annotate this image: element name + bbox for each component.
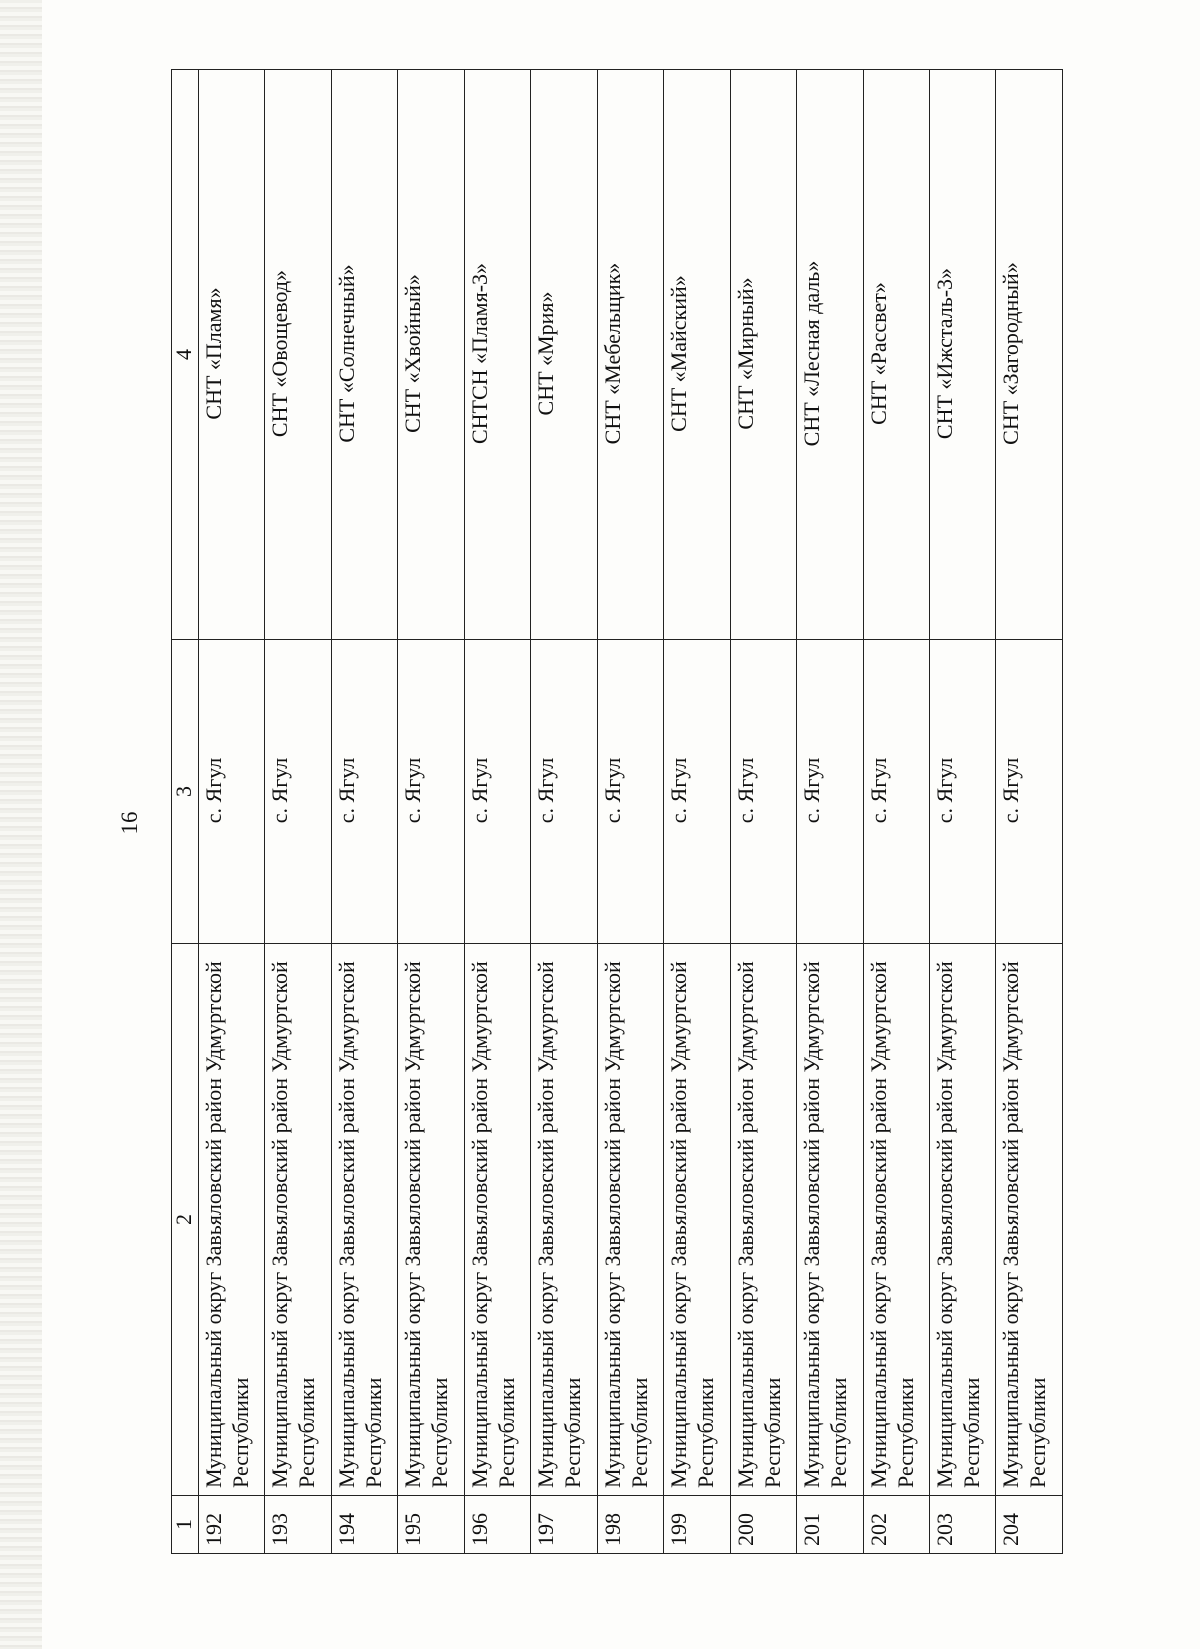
- municipality-cell: Муниципальный округ Завьяловский район Удмуртской Республики: [531, 944, 597, 1496]
- settlements-table: [171, 69, 1063, 1554]
- row-number: 201: [797, 1496, 863, 1554]
- organization-cell: СНТ «Мрия»: [531, 70, 597, 640]
- locality-cell: с. Ягул: [597, 640, 663, 944]
- municipality-cell: Муниципальный округ Завьяловский район Удмуртской Республики: [398, 944, 464, 1496]
- row-number: 203: [929, 1496, 995, 1554]
- table-row: [730, 70, 796, 1554]
- row-number: 204: [996, 1496, 1063, 1554]
- table-row: [199, 70, 265, 1554]
- organization-cell: СНТ «Мирный»: [730, 70, 796, 640]
- locality-cell: с. Ягул: [331, 640, 397, 944]
- locality-cell: с. Ягул: [929, 640, 995, 944]
- municipality-cell: Муниципальный округ Завьяловский район Удмуртской Республики: [797, 944, 863, 1496]
- table-row: [464, 70, 530, 1554]
- table-row: [996, 70, 1063, 1554]
- municipality-cell: Муниципальный округ Завьяловский район Удмуртской Республики: [199, 944, 265, 1496]
- organization-cell: СНТ «Лесная даль»: [797, 70, 863, 640]
- header-cell-4: 4: [172, 70, 199, 640]
- organization-cell: СНТ «Пламя»: [199, 70, 265, 640]
- organization-cell: СНТ «Ижсталь-3»: [929, 70, 995, 640]
- municipality-cell: Муниципальный округ Завьяловский район Удмуртской Республики: [664, 944, 730, 1496]
- table-header-row: [172, 70, 199, 1554]
- municipality-cell: Муниципальный округ Завьяловский район Удмуртской Республики: [464, 944, 530, 1496]
- row-number: 193: [265, 1496, 331, 1554]
- table-row: [664, 70, 730, 1554]
- organization-cell: СНТ «Овощевод»: [265, 70, 331, 640]
- table-row: [929, 70, 995, 1554]
- organization-cell: СНТ «Загородный»: [996, 70, 1063, 640]
- municipality-cell: Муниципальный округ Завьяловский район Удмуртской Республики: [730, 944, 796, 1496]
- row-number: 199: [664, 1496, 730, 1554]
- row-number: 192: [199, 1496, 265, 1554]
- municipality-cell: Муниципальный округ Завьяловский район Удмуртской Республики: [996, 944, 1063, 1496]
- locality-cell: с. Ягул: [464, 640, 530, 944]
- locality-cell: с. Ягул: [664, 640, 730, 944]
- municipality-cell: Муниципальный округ Завьяловский район Удмуртской Республики: [265, 944, 331, 1496]
- locality-cell: с. Ягул: [730, 640, 796, 944]
- row-number: 196: [464, 1496, 530, 1554]
- row-number: 194: [331, 1496, 397, 1554]
- locality-cell: с. Ягул: [398, 640, 464, 944]
- row-number: 202: [863, 1496, 929, 1554]
- organization-cell: СНТ «Солнечный»: [331, 70, 397, 640]
- table-row: [597, 70, 663, 1554]
- organization-cell: СНТ «Мебельщик»: [597, 70, 663, 640]
- table-row: [531, 70, 597, 1554]
- row-number: 198: [597, 1496, 663, 1554]
- locality-cell: с. Ягул: [531, 640, 597, 944]
- header-cell-3: 3: [172, 640, 199, 944]
- locality-cell: с. Ягул: [996, 640, 1063, 944]
- header-cell-2: 2: [172, 944, 199, 1496]
- table-row: [265, 70, 331, 1554]
- table-row: [331, 70, 397, 1554]
- row-number: 200: [730, 1496, 796, 1554]
- locality-cell: с. Ягул: [199, 640, 265, 944]
- header-cell-1: 1: [172, 1496, 199, 1554]
- municipality-cell: Муниципальный округ Завьяловский район Удмуртской Республики: [863, 944, 929, 1496]
- organization-cell: СНТСН «Пламя-3»: [464, 70, 530, 640]
- municipality-cell: Муниципальный округ Завьяловский район Удмуртской Республики: [331, 944, 397, 1496]
- municipality-cell: Муниципальный округ Завьяловский район Удмуртской Республики: [929, 944, 995, 1496]
- table-row: [863, 70, 929, 1554]
- row-number: 197: [531, 1496, 597, 1554]
- table-row: [797, 70, 863, 1554]
- organization-cell: СНТ «Майский»: [664, 70, 730, 640]
- locality-cell: с. Ягул: [265, 640, 331, 944]
- locality-cell: с. Ягул: [863, 640, 929, 944]
- page-number: 16: [117, 811, 142, 835]
- row-number: 195: [398, 1496, 464, 1554]
- table-row: [398, 70, 464, 1554]
- locality-cell: с. Ягул: [797, 640, 863, 944]
- organization-cell: СНТ «Рассвет»: [863, 70, 929, 640]
- rotated-table-container: [171, 70, 1063, 1554]
- organization-cell: СНТ «Хвойный»: [398, 70, 464, 640]
- municipality-cell: Муниципальный округ Завьяловский район Удмуртской Республики: [597, 944, 663, 1496]
- scan-edge-artifact: [0, 0, 42, 1649]
